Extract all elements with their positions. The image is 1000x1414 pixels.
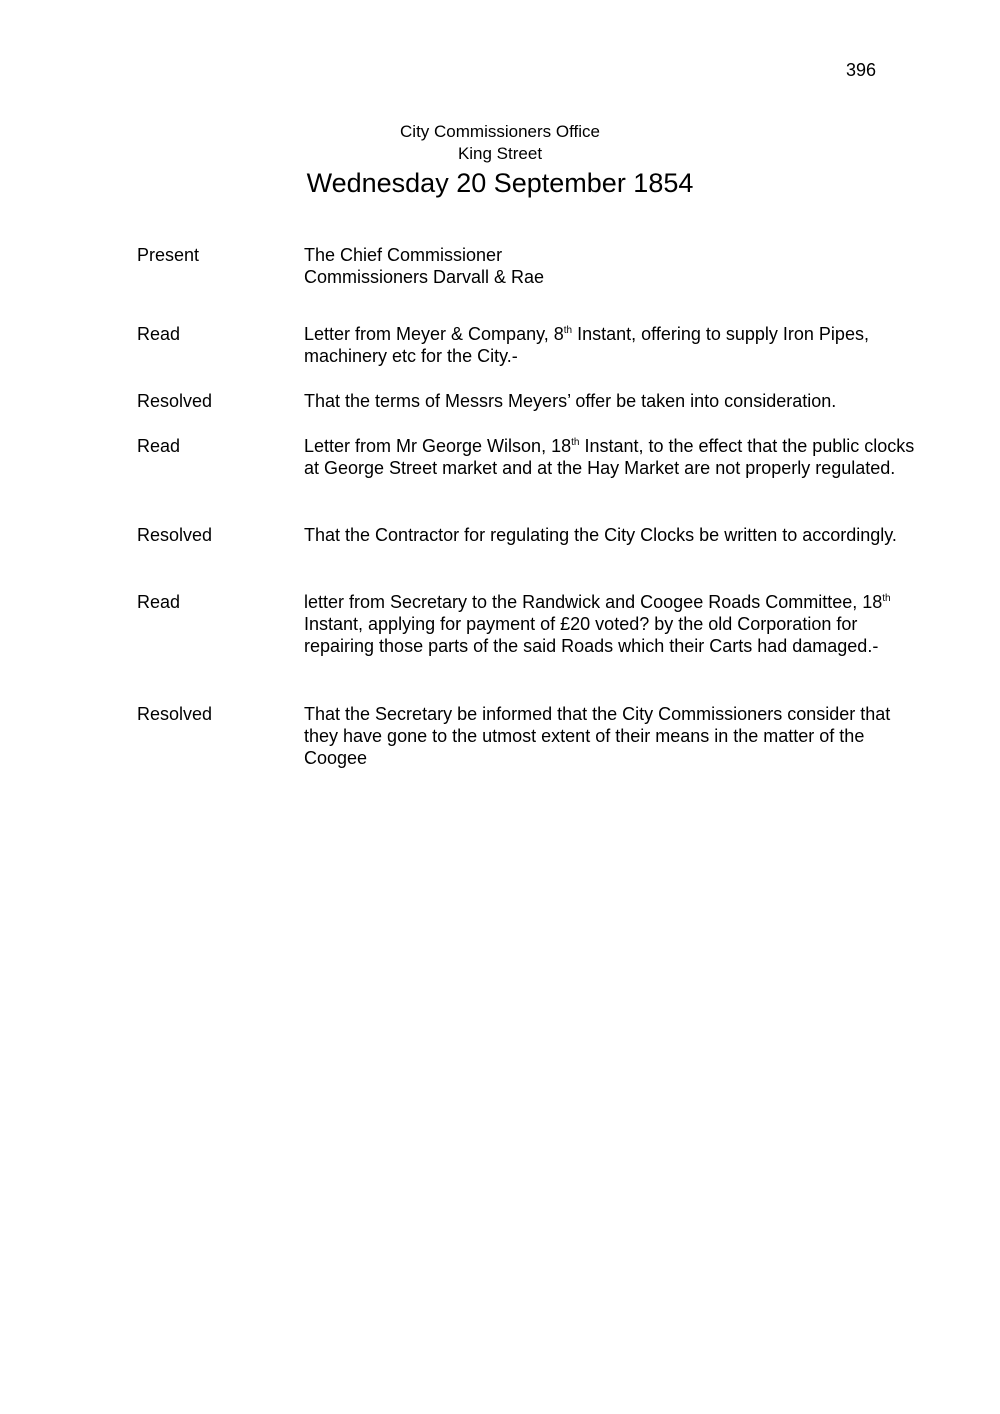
street-name: King Street: [457, 144, 543, 163]
entry-label: Read: [137, 436, 181, 456]
entry-text-part: Letter from Meyer & Company, 8: [304, 324, 564, 344]
entry-text-part: Instant, to the effect that the public clocks at George Street market and at the Hay Market are not properly regulated.: [304, 436, 915, 478]
entry-text: [304, 323, 924, 367]
entry-text-part: letter from Secretary to the Randwick and Coogee Roads Committee, 18: [304, 592, 883, 612]
entry-text: [304, 244, 924, 288]
entry-label: Resolved: [137, 704, 213, 724]
ordinal-suffix: th: [882, 593, 891, 604]
ordinal-suffix: th: [571, 437, 580, 448]
entry-label: Resolved: [137, 525, 213, 545]
entry-text: That the terms of Messrs Meyers’ offer be taken into consideration.: [304, 391, 837, 411]
meeting-date: Wednesday 20 September 1854: [306, 168, 694, 198]
entry-text-part: Letter from Mr George Wilson, 18: [304, 436, 572, 456]
minutes-header: [0, 121, 1000, 200]
present-line: The Chief Commissioner: [304, 245, 503, 265]
entry-label: Present: [137, 245, 200, 265]
entry-text-part: Instant, applying for payment of £20 voted? by the old Corporation for repairing those parts of the said Roads which their Carts had damaged.-: [304, 614, 879, 656]
entry-text: [304, 591, 924, 657]
entry-text-part: Instant, offering to supply Iron Pipes, machinery etc for the City.-: [304, 324, 869, 366]
page-number: 396: [846, 60, 877, 80]
entry-label: Read: [137, 592, 181, 612]
entry-text: That the Secretary be informed that the City Commissioners consider that they have gone to the utmost extent of their means in the matter of the Coogee: [304, 704, 891, 768]
ordinal-suffix: th: [563, 325, 573, 336]
entry-label: Read: [137, 324, 181, 344]
entry-text: [304, 435, 924, 479]
entry-label: Resolved: [137, 391, 213, 411]
present-line: Commissioners Darvall & Rae: [304, 267, 545, 287]
office-name: City Commissioners Office: [400, 122, 600, 141]
entry-text: That the Contractor for regulating the City Clocks be written to accordingly.: [304, 525, 897, 545]
